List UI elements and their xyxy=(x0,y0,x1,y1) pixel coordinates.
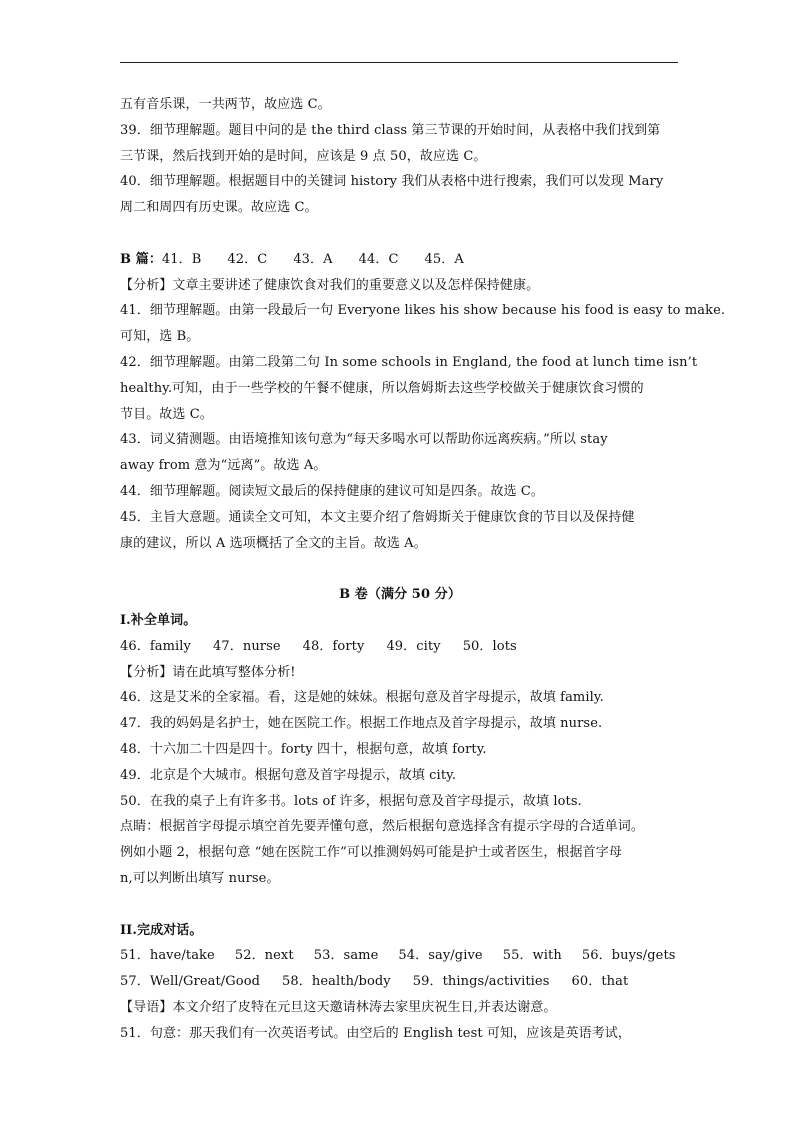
text-line: 47．我的妈妈是名护士，她在医院工作。根据工作地点及首字母提示，故填 nurse. xyxy=(120,716,603,732)
text-line: away from 意为“远离”。故选 A。 xyxy=(120,458,327,474)
text-line: 50．在我的桌子上有许多书。lots of 许多，根据句意及首字母提示，故填 lots. xyxy=(120,793,582,809)
answer-item: 42．C xyxy=(227,251,268,267)
text-line: 42．细节理解题。由第二段第二句 In some schools in England, the food at lunch time isn’t xyxy=(120,354,698,370)
text-line: 49．北京是个大城市。根据句意及首字母提示，故填 city. xyxy=(120,767,457,783)
text-line: 点睛：根据首字母提示填空首先要弄懂句意，然后根据句意选择含有提示字母的合适单词。 xyxy=(120,819,645,835)
text-line: 五有音乐课，一共两节，故应选 C。 xyxy=(120,97,331,112)
volume-b-title: B 卷（满分 50 分） xyxy=(339,587,461,603)
text-line: 【导语】本文介绍了皮特在元旦这天邀请林涛去家里庆祝生日,并表达谢意。 xyxy=(120,999,557,1015)
answer-item: 44．C xyxy=(358,251,399,267)
text-line: healthy.可知，由于一些学校的午餐不健康，所以詹姆斯去这些学校做关于健康饮食习惯的 xyxy=(120,380,644,396)
section-b-label: B 篇： xyxy=(120,251,162,267)
answer-item: 51．have/take xyxy=(120,948,215,964)
answer-item: 46．family xyxy=(120,638,191,654)
answer-item: 49．city xyxy=(386,638,441,654)
answer-item: 58．health/body xyxy=(282,974,391,990)
answer-item: 45．A xyxy=(424,251,464,267)
answer-item: 41．B xyxy=(161,251,202,267)
text-line: 康的建议，所以 A 选项概括了全文的主旨。故选 A。 xyxy=(120,535,427,551)
text-line: 【分析】文章主要讲述了健康饮食对我们的重要意义以及怎样保持健康。 xyxy=(120,277,540,293)
answer-item: 54．say/give xyxy=(398,948,483,964)
answer-item: 43．A xyxy=(293,251,333,267)
answer-item: 55．with xyxy=(502,948,562,964)
answer-key-row xyxy=(120,969,680,995)
answer-item: 53．same xyxy=(313,948,379,964)
text-line: 39．细节理解题。题目中问的是 the third class 第三节课的开始时间，从表格中我们找到第 xyxy=(120,122,661,138)
header-rule xyxy=(120,62,678,63)
text-line: 节目。故选 C。 xyxy=(120,406,213,422)
text-line: 44．细节理解题。阅读短文最后的保持健康的建议可知是四条。故选 C。 xyxy=(120,483,545,499)
text-line: 41．细节理解题。由第一段最后一句 Everyone likes his show because his food is easy to make. xyxy=(120,303,726,319)
answer-item: 59．things/activities xyxy=(412,974,550,990)
text-line: 【分析】请在此填写整体分析! xyxy=(120,664,296,680)
answer-item: 48．forty xyxy=(302,638,365,654)
text-line: 可知，选 B。 xyxy=(120,329,200,345)
part-i-title: I.补全单词。 xyxy=(120,612,197,628)
answer-item: 47．nurse xyxy=(213,638,281,654)
text-line: 45．主旨大意题。通读全文可知，本文主要介绍了詹姆斯关于健康饮食的节目以及保持健 xyxy=(120,509,635,525)
answer-item: 50．lots xyxy=(462,638,517,654)
answer-key-row xyxy=(120,634,680,660)
answer-key-row xyxy=(120,247,680,273)
answer-item: 52．next xyxy=(234,948,294,964)
text-line: 周二和周四有历史课。故应选 C。 xyxy=(120,200,318,216)
text-line: 例如小题 2，根据句意 “她在医院工作”可以推测妈妈可能是护士或者医生，根据首字母 xyxy=(120,845,622,861)
text-line: 48．十六加二十四是四十。forty 四十，根据句意，故填 forty. xyxy=(120,741,487,757)
text-line: 46．这是艾米的全家福。看，这是她的妹妹。根据句意及首字母提示，故填 family. xyxy=(120,690,604,706)
answer-item: 57．Well/Great/Good xyxy=(120,974,261,990)
text-line: 51．句意：那天我们有一次英语考试。由空后的 English test 可知，应该是英语考试， xyxy=(120,1025,631,1041)
answer-item: 56．buys/gets xyxy=(581,948,676,964)
text-line: 40．细节理解题。根据题目中的关键词 history 我们从表格中进行搜索，我们可以发现 Mary xyxy=(120,174,664,190)
answer-item: 60．that xyxy=(571,974,629,990)
answer-key-row xyxy=(120,943,680,969)
text-line: 三节课，然后找到开始的是时间，应该是 9 点 50，故应选 C。 xyxy=(120,148,487,164)
text-line: n,可以判断出填写 nurse。 xyxy=(120,870,280,886)
part-ii-title: II.完成对话。 xyxy=(120,922,203,938)
text-line: 43．词义猜测题。由语境推知该句意为“每天多喝水可以帮助你远离疾病。”所以 stay xyxy=(120,432,608,448)
answer-content xyxy=(120,92,726,1046)
